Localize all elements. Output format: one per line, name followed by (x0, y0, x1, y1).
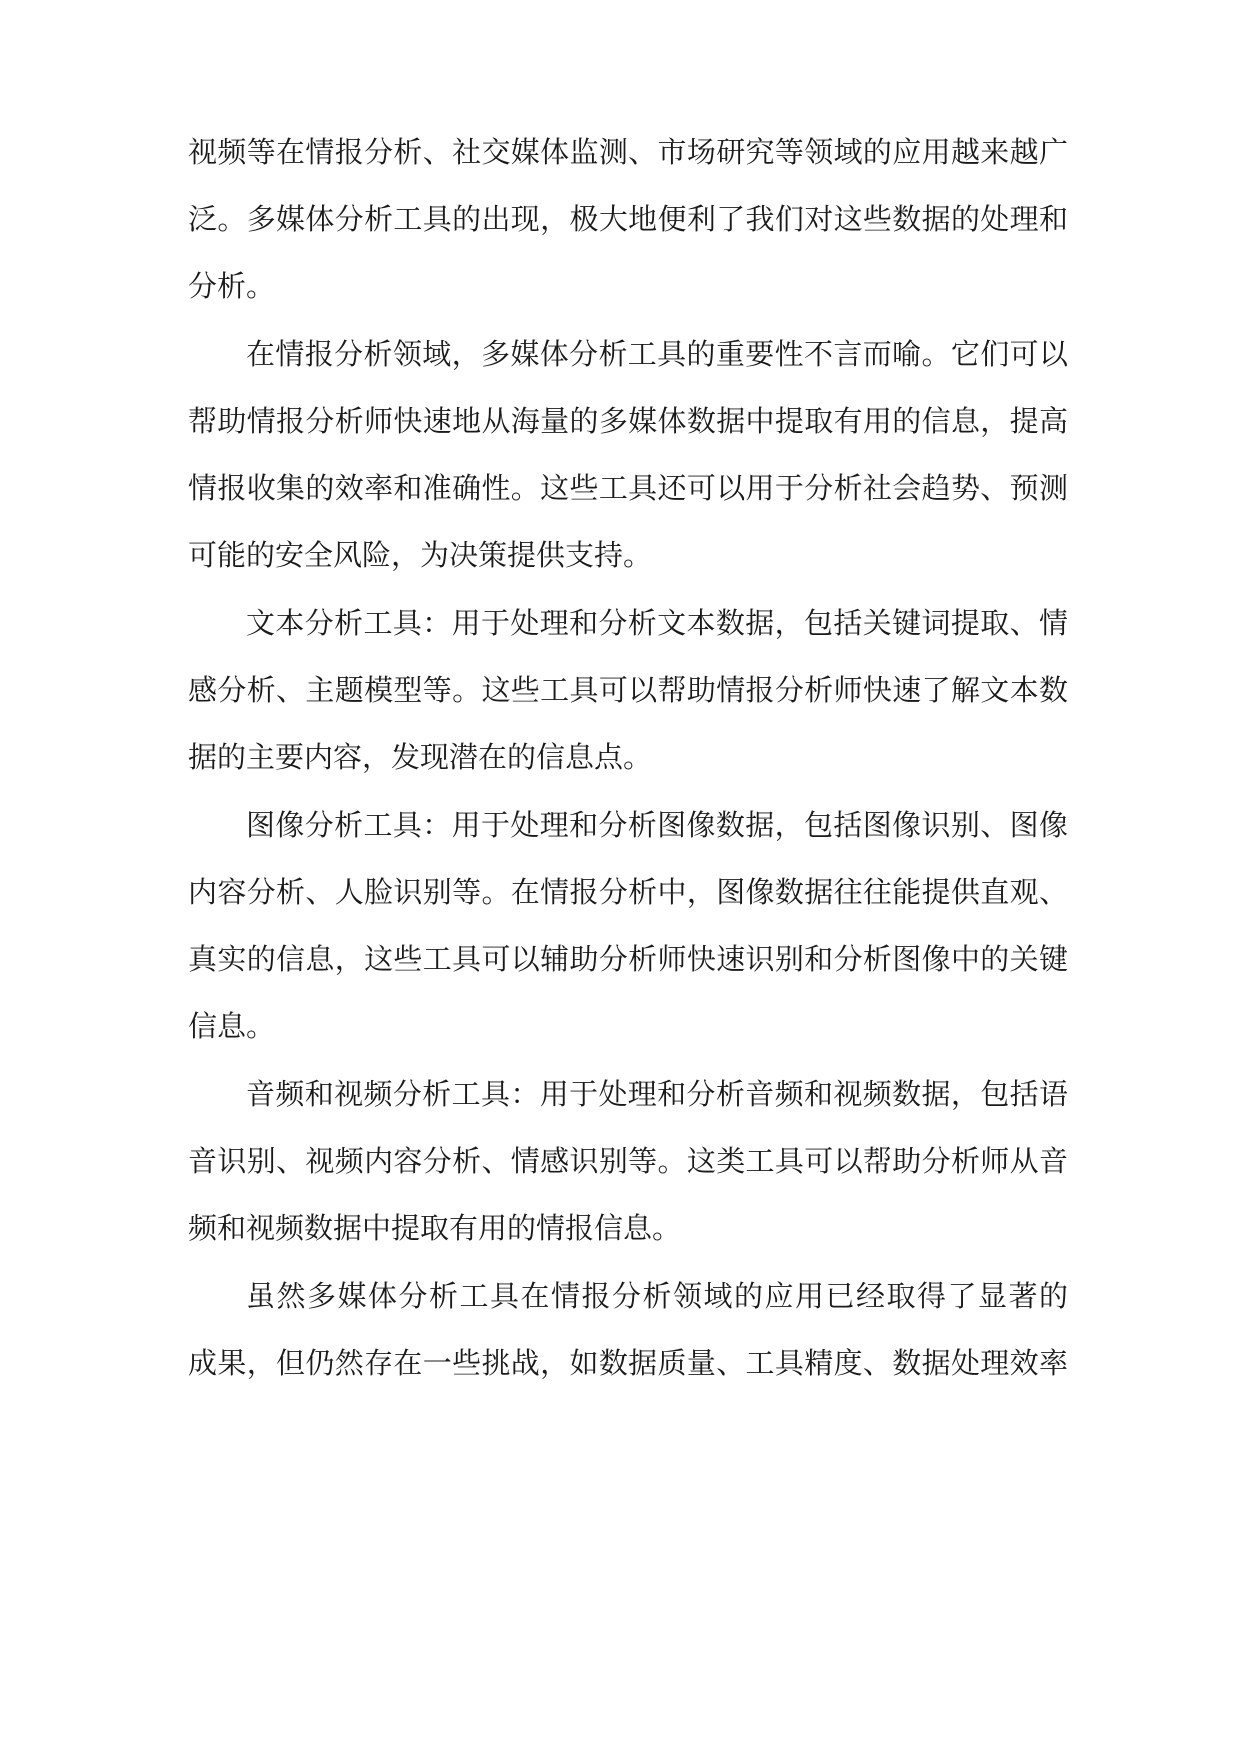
paragraph-2-line-2: 帮助情报分析师快速地从海量的多媒体数据中提取有用的信息，提高 (188, 404, 1069, 438)
paragraph-4-line-2: 内容分析、人脸识别等。在情报分析中，图像数据往往能提供直观、 (188, 875, 1069, 909)
paragraph-1-line-1: 视频等在情报分析、社交媒体监测、市场研究等领域的应用越来越广 (188, 135, 1069, 169)
paragraph-2-line-3: 情报收集的效率和准确性。这些工具还可以用于分析社会趋势、预测 (188, 471, 1069, 505)
paragraph-4-line-1: 图像分析工具：用于处理和分析图像数据，包括图像识别、图像 (246, 808, 1069, 842)
paragraph-3-line-1: 文本分析工具：用于处理和分析文本数据，包括关键词提取、情 (246, 606, 1069, 640)
paragraph-1-line-2: 泛。多媒体分析工具的出现，极大地便利了我们对这些数据的处理和 (188, 202, 1069, 236)
paragraph-2-line-4: 可能的安全风险，为决策提供支持。 (188, 538, 653, 572)
paragraph-5-line-2: 音识别、视频内容分析、情感识别等。这类工具可以帮助分析师从音 (188, 1144, 1069, 1178)
paragraph-3-line-3: 据的主要内容，发现潜在的信息点。 (188, 740, 653, 774)
paragraph-3-line-2: 感分析、主题模型等。这些工具可以帮助情报分析师快速了解文本数 (188, 673, 1069, 707)
paragraph-6-line-1: 虽然多媒体分析工具在情报分析领域的应用已经取得了显著的 (246, 1279, 1070, 1313)
paragraph-1-line-3: 分析。 (188, 269, 276, 303)
paragraph-5-line-1: 音频和视频分析工具：用于处理和分析音频和视频数据，包括语 (246, 1077, 1069, 1111)
paragraph-2-line-1: 在情报分析领域，多媒体分析工具的重要性不言而喻。它们可以 (246, 337, 1069, 371)
paragraph-6-line-2: 成果，但仍然存在一些挑战，如数据质量、工具精度、数据处理效率 (188, 1346, 1069, 1380)
paragraph-4-line-4: 信息。 (188, 1009, 276, 1043)
paragraph-4-line-3: 真实的信息，这些工具可以辅助分析师快速识别和分析图像中的关键 (188, 942, 1069, 976)
paragraph-5-line-3: 频和视频数据中提取有用的情报信息。 (188, 1211, 682, 1245)
